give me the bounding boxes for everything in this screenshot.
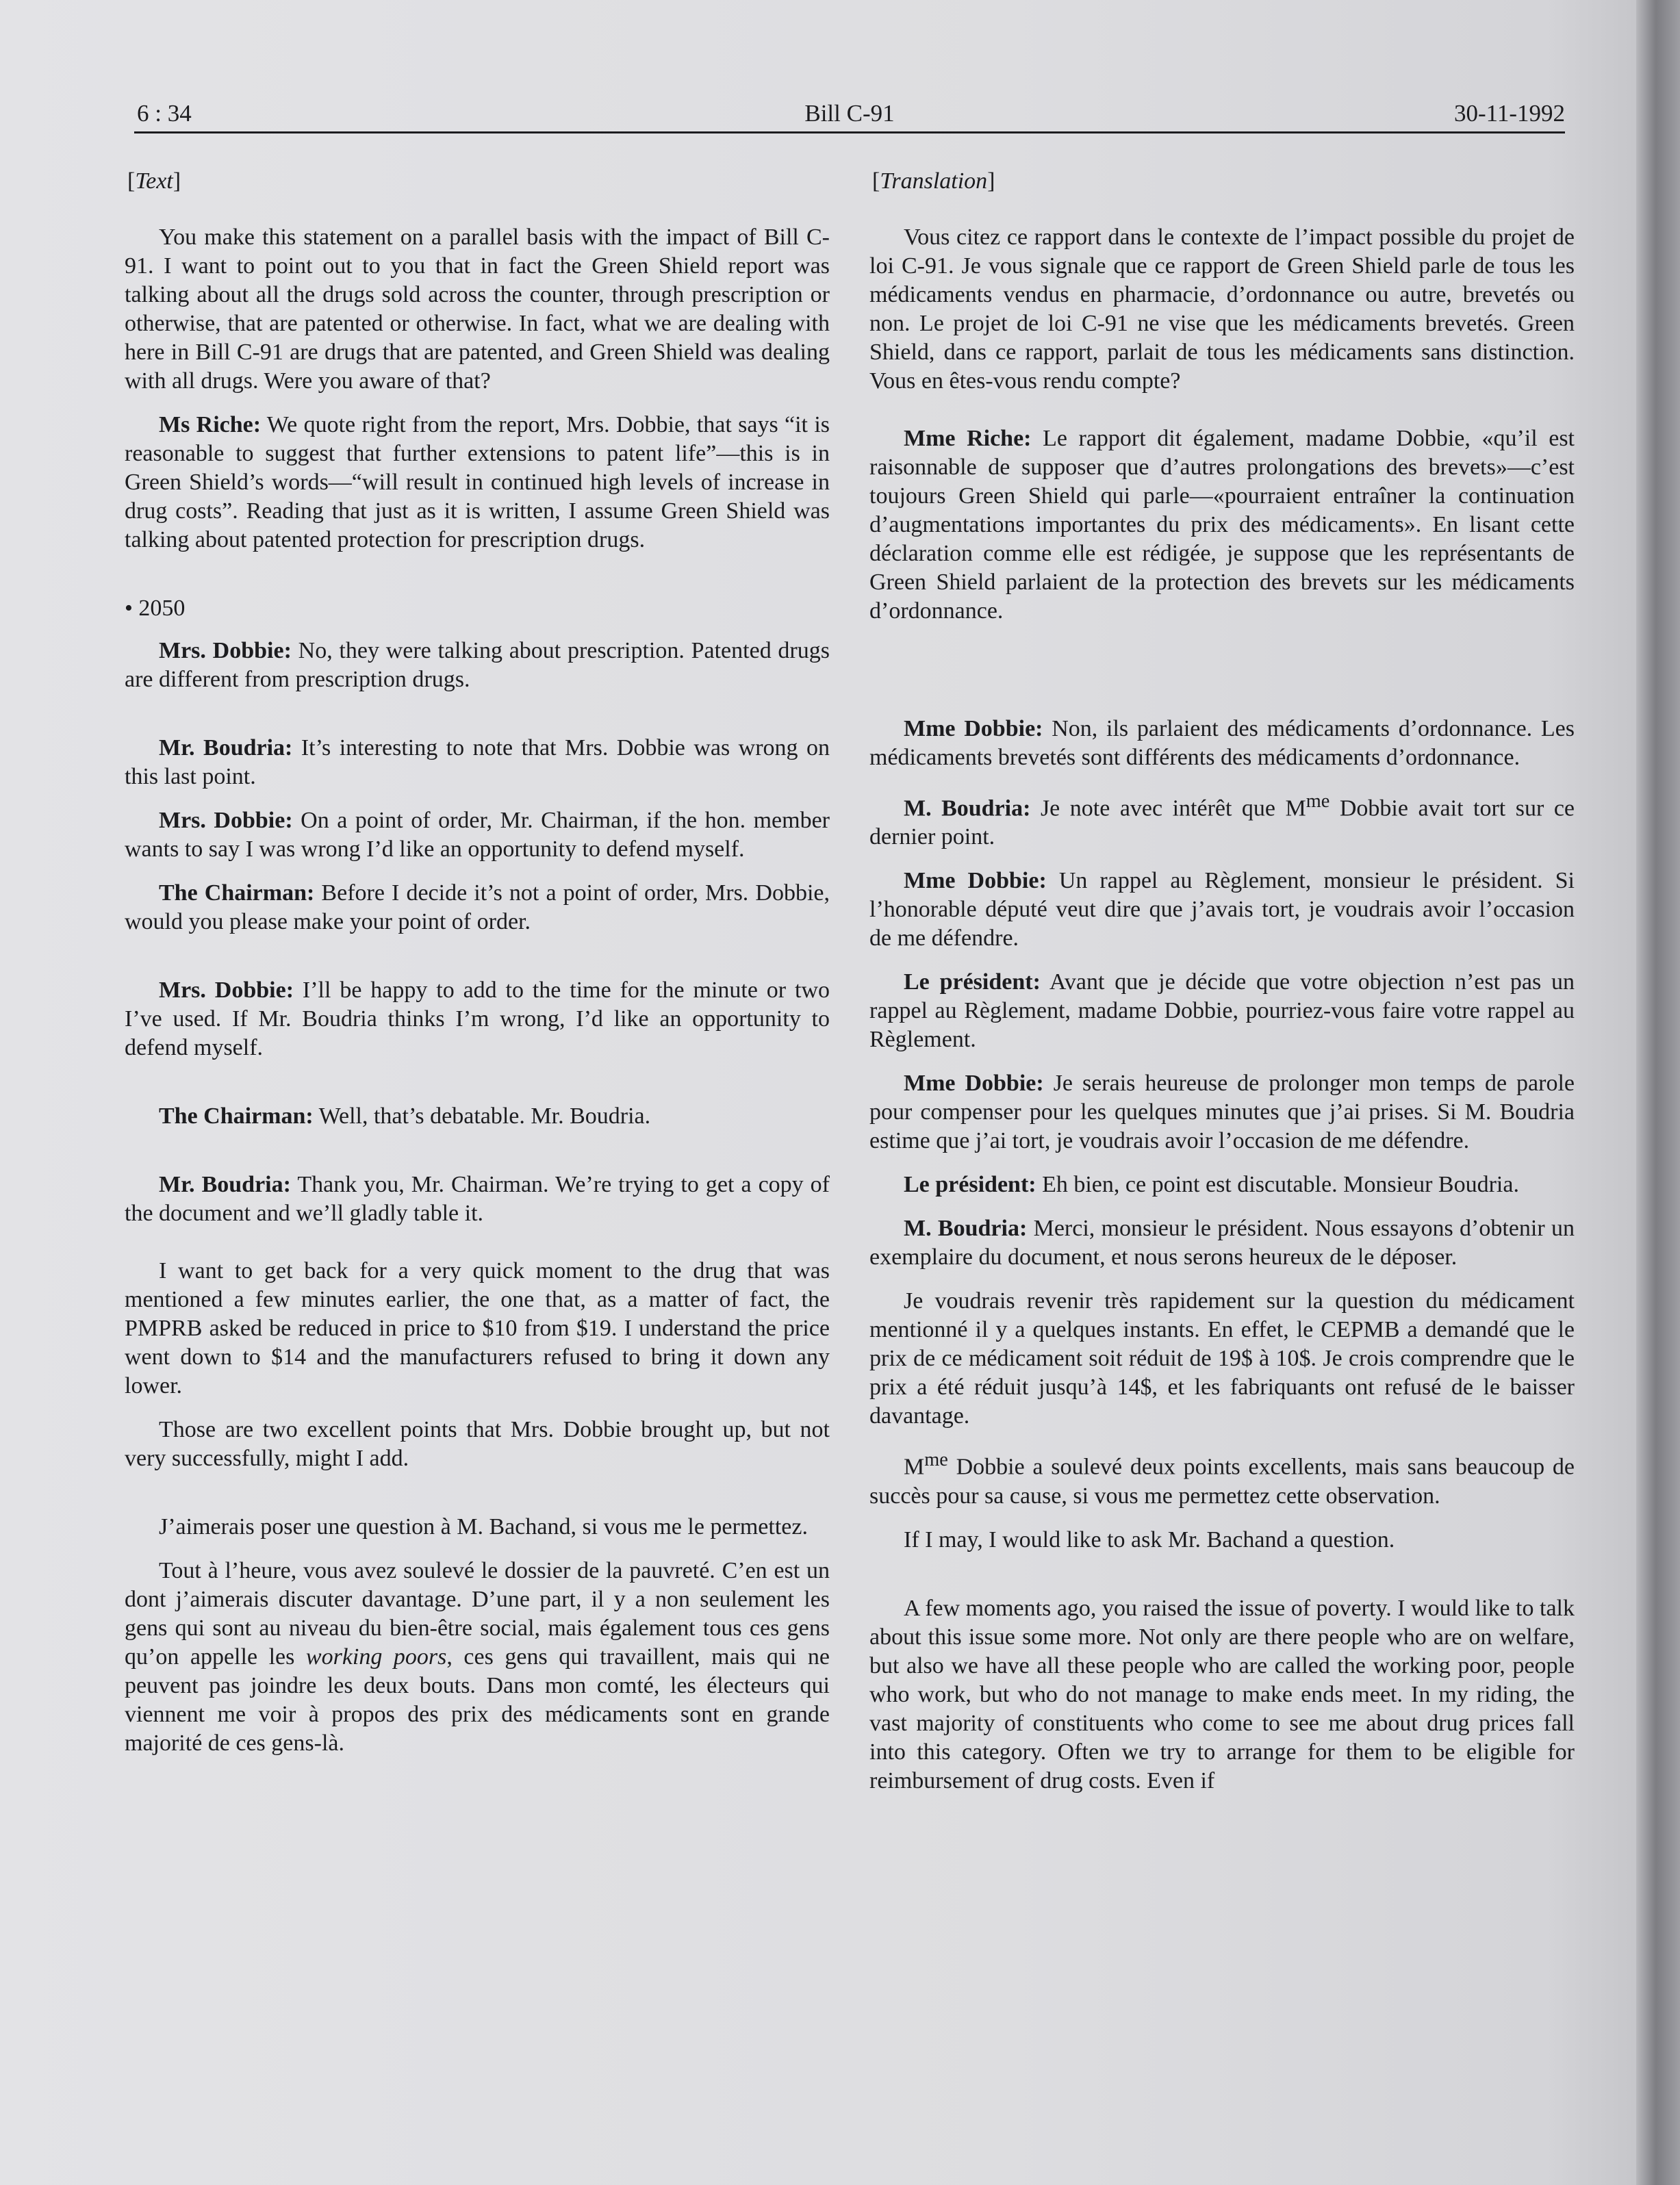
paragraph: Mrs. Dobbie: I’ll be happy to add to the time for the minute or two I’ve used. If Mr. Boudria thinks I’m wrong, I’d like an opportunity to defend myself.: [125, 978, 830, 1060]
page-header: [134, 86, 1565, 133]
speaker-name: The Chairman:: [159, 880, 315, 906]
paragraph: Le président: Eh bien, ce point est discutable. Monsieur Boudria.: [904, 1172, 1519, 1198]
paragraph: Mme Riche: Le rapport dit également, madame Dobbie, «qu’il est raisonnable de supposer que d’autres prolongations des brevets»—c’est toujours Green Shield qui parle—«pourraient entraîner la continuation d’augmentations importantes du prix des médicaments». En lisant cette déclaration comme elle est rédigée, je suppose que les représentants de Green Shield parlaient de la protection des brevets sur les médicaments d’ordonnance.: [869, 426, 1575, 624]
speaker-name: Mrs. Dobbie:: [159, 638, 292, 663]
speaker-name: Mrs. Dobbie:: [159, 978, 294, 1003]
translation-tag: [Translation]: [872, 168, 995, 194]
sitting-date: 30-11-1992: [1453, 100, 1565, 127]
english-column: [125, 162, 830, 2119]
paragraph: Je voudrais revenir très rapidement sur la question du médicament mentionné il y a quelques instants. En effet, le CEPMB a demandé que le prix de ce médicament soit réduit de 19$ à 10$. Je crois comprendre que le prix a été réduit jusqu’à 14$, et les fabriquants ont refusé de le baisser davantage.: [869, 1288, 1575, 1429]
time-marker: • 2050: [125, 596, 186, 621]
paragraph: Ms Riche: We quote right from the report, Mrs. Dobbie, that says “it is reasonable to suggest that further extensions to patent life”—this is in Green Shield’s words—“will result in continued high levels of increase in drug costs”. Reading that just as it is written, I assume Green Shield was talking about patented protection for prescription drugs.: [125, 412, 830, 552]
speaker-name: Mme Dobbie:: [904, 716, 1043, 741]
paragraph: $M^{me}$ Dobbie a soulevé deux points excellents, mais sans beaucoup de succès pour sa cause, si vous me permettez cette observation.: [869, 1449, 1575, 1509]
speaker-name: M. Boudria:: [904, 1216, 1028, 1242]
paragraph: Those are two excellent points that Mrs. Dobbie brought up, but not very successfully, might I add.: [125, 1417, 830, 1471]
paragraph: A few moments ago, you raised the issue of poverty. I would like to talk about this issue some more. Not only are there people who are on welfare, but also we have all these people who are called the working poor, people who work, but who do not manage to make ends meet. In my riding, the vast majority of constituents who come to see me about drug prices fall into this category. Often we try to arrange for them to be eligible for reimbursement of drug costs. Even if: [869, 1595, 1575, 1793]
paragraph: You make this statement on a parallel basis with the impact of Bill C-91. I want to point out to you that in fact the Green Shield report was talking about all the drugs sold across the counter, through prescription or otherwise, that are patented or otherwise. In fact, what we are dealing with here in Bill C-91 are drugs that are patented, and Green Shield was dealing with all drugs. Were you aware of that?: [125, 225, 830, 394]
text-tag: [Text]: [127, 168, 181, 194]
emphasis: working poors: [305, 1644, 447, 1670]
speaker-name: Le président:: [904, 1172, 1036, 1198]
paragraph: Mme Dobbie: Un rappel au Règlement, monsieur le président. Si l’honorable député veut dire que j’avais tort, je voudrais avoir l’occasion de me défendre.: [869, 868, 1575, 951]
paragraph: Mrs. Dobbie: No, they were talking about prescription. Patented drugs are different from prescription drugs.: [125, 638, 830, 692]
paragraph: The Chairman: Well, that’s debatable. Mr. Boudria.: [159, 1103, 651, 1129]
paragraph: The Chairman: Before I decide it’s not a point of order, Mrs. Dobbie, would you please make your point of order.: [125, 880, 830, 934]
paragraph: Mrs. Dobbie: On a point of order, Mr. Chairman, if the hon. member wants to say I was wrong I’d like an opportunity to defend myself.: [125, 808, 830, 862]
speaker-name: Mrs. Dobbie:: [159, 808, 293, 833]
paragraph: I want to get back for a very quick moment to the drug that was mentioned a few minutes earlier, the one that, as a matter of fact, the PMPRB asked be reduced in price to $10 from $19. I understand the price went down to $14 and the manufacturers refused to bring it down any lower.: [125, 1258, 830, 1398]
paragraph: Mme Dobbie: Non, ils parlaient des médicaments d’ordonnance. Les médicaments brevetés sont différents des médicaments d’ordonnance.: [869, 716, 1575, 770]
speaker-name: M. Boudria:: [904, 795, 1031, 821]
paragraph: Mr. Boudria: It’s interesting to note that Mrs. Dobbie was wrong on this last point.: [125, 735, 830, 789]
paragraph: M. Boudria: Merci, monsieur le président. Nous essayons d’obtenir un exemplaire du document, et nous serons heureux de le déposer.: [869, 1216, 1575, 1270]
speaker-name: The Chairman:: [159, 1103, 314, 1129]
speaker-name: Mme Dobbie:: [904, 868, 1047, 894]
paragraph: Tout à l’heure, vous avez soulevé le dossier de la pauvreté. C’en est un dont j’aimerais discuter davantage. D’une part, il y a non seulement les gens qui sont au niveau du bien-être social, mais également tous ces gens qu’on appelle les working poors, ces gens qui travaillent, mais qui ne peuvent pas joindre les deux bouts. Dans mon comté, les électeurs qui viennent me voir à propos des prix des médicaments sont en grande majorité de ces gens-là.: [125, 1558, 830, 1756]
page-number: 6 : 34: [137, 100, 192, 127]
paragraph: Vous citez ce rapport dans le contexte de l’impact possible du projet de loi C-91. Je vous signale que ce rapport de Green Shield parle de tous les médicaments vendus en pharmacie, d’ordonnance ou autre, brevetés ou non. Le projet de loi C-91 ne vise que les médicaments brevetés. Green Shield, dans ce rapport, parlait de tous les médicaments sans distinction. Vous en êtes-vous rendu compte?: [869, 225, 1575, 394]
paragraph: M. Boudria: Je note avec intérêt que $M^{me}$ Dobbie avait tort sur ce dernier point.: [869, 791, 1575, 850]
paragraph: Mr. Boudria: Thank you, Mr. Chairman. We’re trying to get a copy of the document and we’ll gladly table it.: [125, 1172, 830, 1226]
speaker-name: Mme Dobbie:: [904, 1071, 1044, 1097]
paragraph: If I may, I would like to ask Mr. Bachand a question.: [904, 1526, 1395, 1552]
speaker-name: Mr. Boudria:: [159, 735, 293, 761]
bill-title: Bill C-91: [804, 100, 895, 127]
speaker-name: Ms Riche:: [159, 412, 262, 437]
paragraph: Le président: Avant que je décide que votre objection n’est pas un rappel au Règlement, madame Dobbie, pourriez-vous faire votre rappel au Règlement.: [869, 969, 1575, 1053]
speaker-name: Mr. Boudria:: [159, 1172, 291, 1197]
speaker-name: Mme Riche:: [904, 426, 1032, 451]
speaker-name: Le président:: [904, 969, 1041, 995]
paragraph: J’aimerais poser une question à M. Bachand, si vous me le permettez.: [159, 1514, 808, 1539]
binding-shadow: [1636, 0, 1680, 2185]
paragraph: Mme Dobbie: Je serais heureuse de prolonger mon temps de parole pour compenser pour les quelques minutes que j’ai prises. Si M. Boudria estime que j’ai tort, je voudrais avoir l’occasion de me défendre.: [869, 1071, 1575, 1154]
french-column: [869, 162, 1575, 2119]
